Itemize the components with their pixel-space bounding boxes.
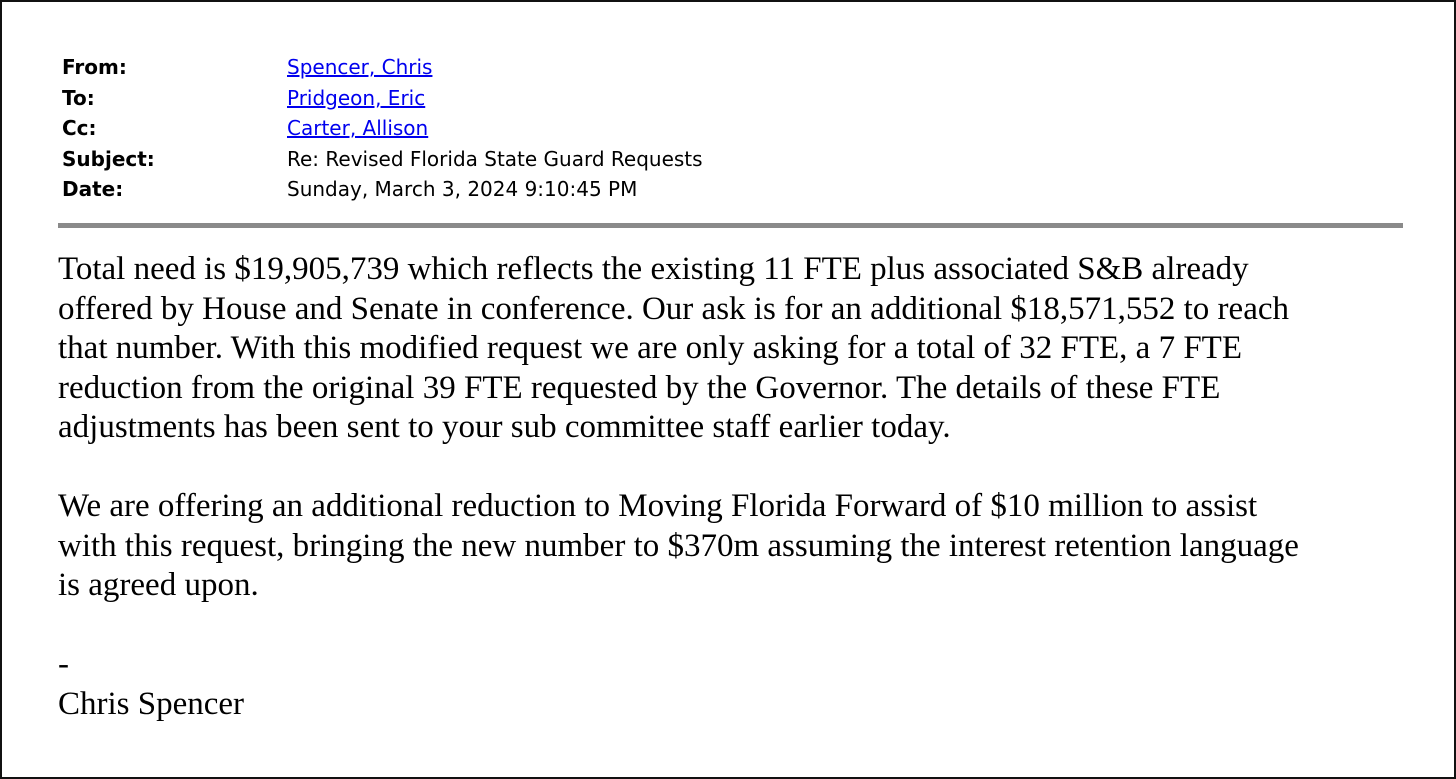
paragraph-line: offered by House and Senate in conference. Our ask is for an additional $18,571,552 to reach bbox=[58, 290, 1289, 327]
paragraph-gap bbox=[58, 448, 1418, 488]
cc-row bbox=[62, 113, 703, 144]
subject-row bbox=[62, 144, 703, 175]
cc-label: Cc: bbox=[62, 116, 97, 140]
from-link[interactable]: Spencer, Chris bbox=[287, 55, 433, 79]
date-row bbox=[62, 174, 703, 205]
to-row bbox=[62, 83, 703, 114]
paragraph-2 bbox=[58, 487, 1418, 606]
paragraph-line: Total need is $19,905,739 which reflects the existing 11 FTE plus associated S&B already bbox=[58, 251, 1249, 287]
subject-label: Subject: bbox=[62, 146, 155, 171]
date-value: Sunday, March 3, 2024 9:10:45 PM bbox=[287, 177, 638, 201]
to-label: To: bbox=[62, 85, 95, 110]
signature-dash: - bbox=[58, 646, 69, 682]
from-label: From: bbox=[62, 55, 127, 79]
paragraph-line: with this request, bringing the new number to $370m assuming the interest retention language bbox=[58, 527, 1299, 564]
cc-link[interactable]: Carter, Allison bbox=[287, 116, 429, 140]
paragraph-gap bbox=[58, 606, 1418, 646]
email-body bbox=[58, 250, 1418, 724]
paragraph-line: is agreed upon. bbox=[58, 567, 259, 603]
signature-name: Chris Spencer bbox=[58, 685, 245, 722]
header-divider bbox=[58, 223, 1403, 228]
paragraph-1 bbox=[58, 250, 1418, 448]
from-row bbox=[62, 52, 703, 83]
subject-value: Re: Revised Florida State Guard Requests bbox=[287, 146, 703, 171]
email-header bbox=[62, 52, 703, 205]
to-link[interactable]: Pridgeon, Eric bbox=[287, 85, 426, 110]
paragraph-line: adjustments has been sent to your sub committee staff earlier today. bbox=[58, 409, 951, 445]
paragraph-line: that number. With this modified request we are only asking for a total of 32 FTE, a 7 FTE bbox=[58, 330, 1242, 366]
paragraph-line: We are offering an additional reduction to Moving Florida Forward of $10 million to assist bbox=[58, 488, 1258, 524]
date-label: Date: bbox=[62, 177, 124, 201]
paragraph-line: reduction from the original 39 FTE requested by the Governor. The details of these FTE bbox=[58, 369, 1221, 406]
